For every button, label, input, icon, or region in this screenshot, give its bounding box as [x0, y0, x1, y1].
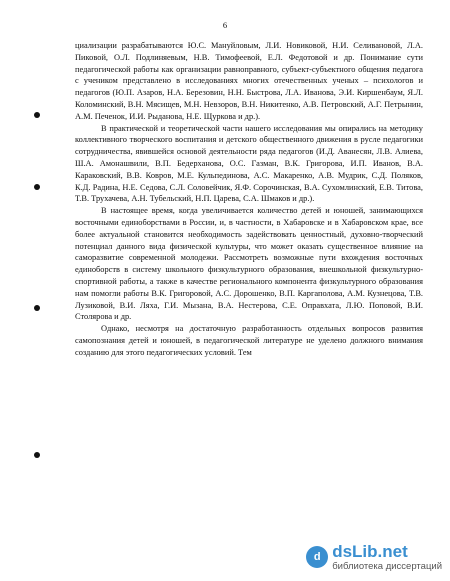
paragraph-3: В настоящее время, когда увеличивается количество детей и юношей, занимающихся восточными единоборствами в России, и, в частности, в Хабаровске и в Хабаровском крае, все более актуальной становится необходимость задействовать ценностный, духовно-творческий потенциал данного вида физической культуры, что может оказать существенное влияние на саморазвитие современной молодежи. Рассмотреть возможные пути вхождения восточных единоборств в систему школьного физкультурного образования, внешкольной физкультурно-спортивной работы, а также в качестве регионального компонента физкультурного образования нам помогли работы В.К. Григоровой, А.С. Дорошенко, В.П. Каргаполова, А.М. Кузнецова, Т.В. Лузиковой, В.И. Ляха, Г.И. Мызана, В.А. Нестерова, С.Е. Оправхата, Л.Ю. Поповой, В.И. Столярова и др. [75, 206, 423, 322]
paragraph-4: Однако, несмотря на достаточную разработанность отдельных вопросов развития самопознания детей и юношей, в педагогической литературе не уделено должного внимания созданию для этого педагогических условий. Тем [75, 324, 423, 357]
margin-bullet-mark [34, 184, 40, 190]
margin-bullet-mark [34, 452, 40, 458]
margin-bullet-mark [34, 305, 40, 311]
dslib-watermark [306, 543, 442, 572]
paragraph-2: В практической и теоретической части нашего исследования мы опирались на методику коллективного творческого воспитания и детского общественного движения в русле педагогики сотрудничества, явившейся основой деятельности ряда педагогов (И.Д. Аванесян, Л.В. Алиева, Ш.А. Амонашвили, В.П. Бедерханова, О.С. Газман, В.К. Григорова, И.П. Иванов, В.А. Караковский, В.В. Ковров, М.Е. Кульпединова, А.С. Макаренко, А.В. Мудрик, С.Д. Поляков, К.Д. Радина, Н.Е. Седова, С.Л. Соловейчик, Я.Ф. Сорочинская, В.А. Сухомлинский, Е.В. Титова, Т.В. Трухачева, А.Н. Тубельский, Н.П. Царева, С.А. Шмаков и др.). [75, 123, 423, 204]
margin-bullet-mark [34, 112, 40, 118]
paragraph-1: циализации разрабатываются Ю.С. Мануйловым, Л.И. Новиковой, Н.И. Селивановой, Л.А. Пиковой, О.Л. Подлиняевым, Н.В. Тимофеевой, Е.Л. Федотовой и др. Понимание сути педагогической работы как организации равноправного, субъект-субъектного общения педагога с учеником представлено в исследованиях многих отечественных ученых – психологов и педагогов (Ю.П. Азаров, Н.А. Березовин, Н.Н. Быстрова, Л.А. Иванова, Э.И. Киршенбаум, Я.Л. Коломинский, В.Н. Мясищев, М.Н. Невзоров, В.Н. Никитенко, А.В. Петровский, А.Г. Петрынин, А.М. Печенок, И.И. Рыданова, Н.Е. Щуркова и др.). [75, 41, 423, 121]
watermark-subtitle: библиотека диссертаций [332, 560, 442, 572]
document-body [75, 40, 423, 359]
watermark-title: dsLib.net [332, 541, 408, 561]
dslib-logo-icon: d [306, 546, 328, 568]
page-number: 6 [222, 20, 228, 30]
